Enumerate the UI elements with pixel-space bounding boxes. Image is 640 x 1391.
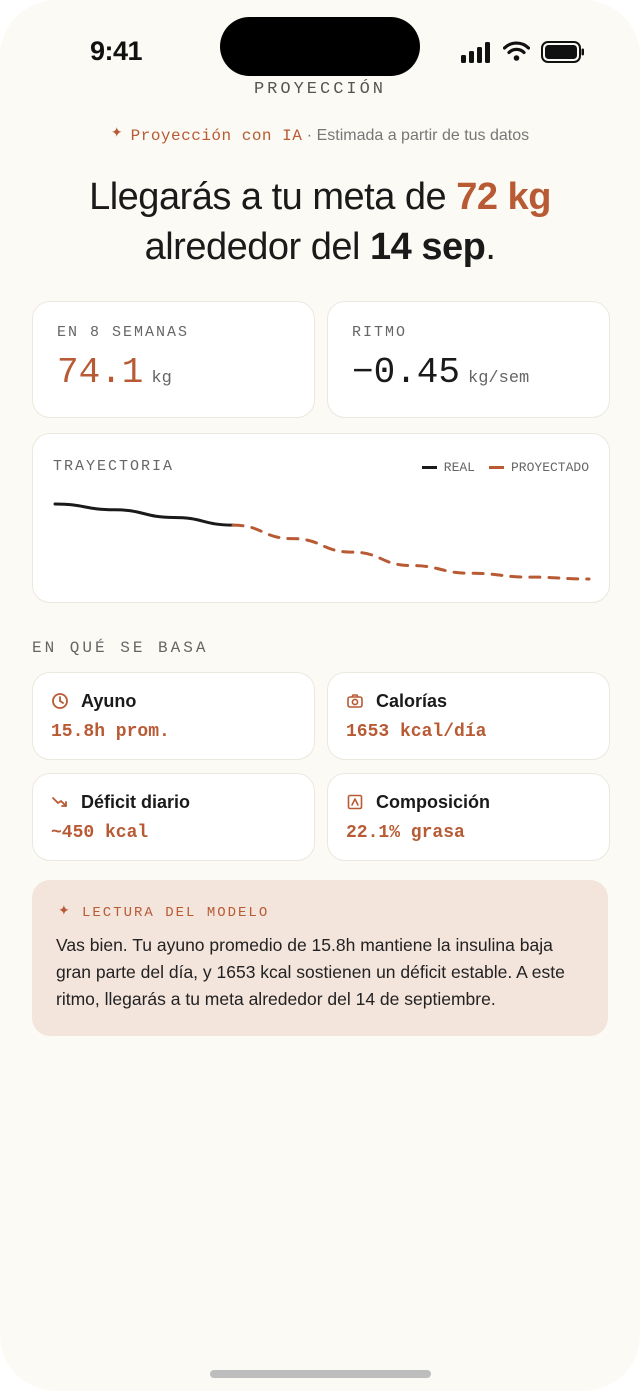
status-bar xyxy=(0,0,640,80)
ai-subtitle: · Estimada a partir de tus datos xyxy=(306,127,530,144)
dynamic-island xyxy=(220,17,420,76)
weeks-value: 74.1 xyxy=(57,352,144,393)
chart-title: TRAYECTORIA xyxy=(53,458,175,475)
goal-weight: 72 kg xyxy=(456,176,551,218)
goal-date: 14 sep xyxy=(370,226,486,268)
factor-value: 15.8h prom. xyxy=(51,722,170,742)
weeks-unit: kg xyxy=(151,369,172,388)
weeks-stat-label: EN 8 SEMANAS xyxy=(57,324,190,341)
home-indicator[interactable] xyxy=(210,1370,431,1378)
factor-name: Composición xyxy=(376,792,491,812)
pace-stat-value xyxy=(352,352,529,393)
trajectory-chart xyxy=(33,434,611,604)
factor-card-deficit xyxy=(32,773,315,861)
wifi-icon xyxy=(503,40,530,62)
factor-card-fasting xyxy=(32,672,315,760)
pace-value: −0.45 xyxy=(352,352,461,393)
model-reading-text: Vas bien. Tu ayuno promedio de 15.8h mantiene la insulina baja gran parte del día, y 1653 kcal sostienen un déficit estable. A este ritmo, llegarás a tu meta alrededor del 14 de septiembre. xyxy=(56,935,565,1009)
pace-stat-card xyxy=(327,301,610,418)
projection-headline xyxy=(0,172,640,272)
factor-name: Ayuno xyxy=(81,691,137,711)
model-reading-label: LECTURA DEL MODELO xyxy=(82,905,270,921)
camera-icon xyxy=(346,692,364,710)
factor-value: ~450 kcal xyxy=(51,823,149,843)
cellular-signal-icon xyxy=(461,41,491,63)
clock-icon xyxy=(51,692,69,710)
trajectory-card xyxy=(32,433,610,603)
ai-label: Proyección con IA xyxy=(130,127,303,145)
sparkle-icon: ✦ xyxy=(58,902,70,918)
basis-section-title: EN QUÉ SE BASA xyxy=(32,639,209,657)
weeks-stat-value xyxy=(57,352,172,393)
status-time: 9:41 xyxy=(90,36,143,66)
headline-prefix: Llegarás a tu meta de xyxy=(89,176,457,218)
factor-card-calories xyxy=(327,672,610,760)
series-projected-line xyxy=(233,525,589,579)
battery-icon xyxy=(541,40,585,64)
legend-real-label: REAL xyxy=(443,460,475,475)
headline-date-prefix: alrededor del xyxy=(144,226,370,268)
model-reading-card xyxy=(32,880,608,1036)
pace-stat-label: RITMO xyxy=(352,324,408,341)
page-title: PROYECCIÓN xyxy=(253,80,387,99)
series-real-line xyxy=(55,504,233,525)
pace-unit: kg/sem xyxy=(468,369,530,388)
factor-name: Déficit diario xyxy=(81,792,191,812)
factor-value: 1653 kcal/día xyxy=(346,722,487,742)
weeks-stat-card xyxy=(32,301,315,418)
body-composition-icon xyxy=(346,793,364,811)
legend-projected-label: PROYECTADO xyxy=(510,460,589,475)
headline-suffix: . xyxy=(485,226,496,268)
trend-down-icon xyxy=(51,793,69,811)
factor-card-composition xyxy=(327,773,610,861)
factor-value: 22.1% grasa xyxy=(346,823,465,843)
sparkle-icon: ✦ xyxy=(110,124,123,140)
factor-name: Calorías xyxy=(376,691,448,711)
ai-projection-line xyxy=(0,124,640,145)
